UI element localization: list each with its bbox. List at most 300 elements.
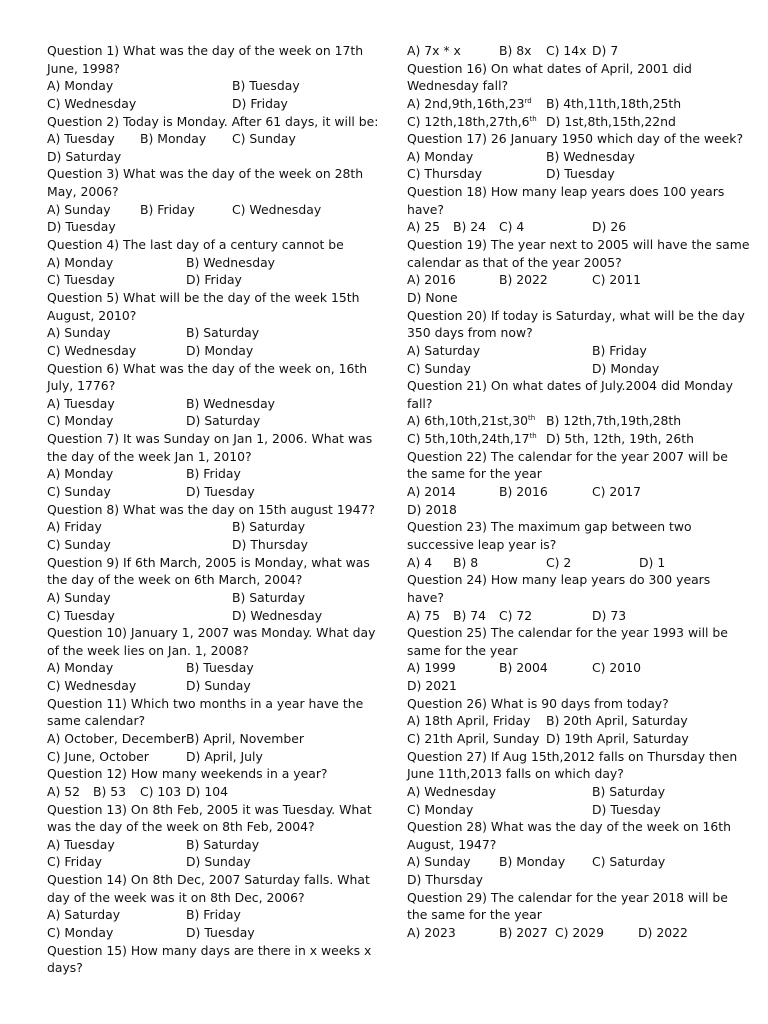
answer-option-text: A) Monday <box>47 660 114 676</box>
answer-option <box>407 271 456 289</box>
answer-option <box>407 148 473 166</box>
answer-option <box>592 483 641 501</box>
question-text: June, 1998? <box>47 60 120 76</box>
question-text: Question 28) What was the day of the week on 16th <box>407 819 732 835</box>
answer-option <box>499 483 548 501</box>
question-block <box>407 695 727 748</box>
question-block <box>407 448 727 519</box>
answer-option-text: A) 52 <box>47 783 81 799</box>
answer-option-text: B) 4th,11th,18th,25th <box>546 95 682 111</box>
question-text: Question 27) If Aug 15th,2012 falls on Thursday then <box>407 748 738 764</box>
answer-options-row <box>407 853 727 871</box>
answer-options-row <box>47 730 365 748</box>
answer-options-row <box>47 412 365 430</box>
answer-option-text: C) Wednesday <box>47 342 137 358</box>
answer-option-text: D) 2018 <box>407 501 457 517</box>
answer-option-text: B) Friday <box>592 342 647 358</box>
answer-option-text: A) Saturday <box>407 342 481 358</box>
answer-option-text: D) 19th April, Saturday <box>546 730 689 746</box>
answer-options-row <box>407 42 727 60</box>
answer-option-text: D) 2021 <box>407 678 457 694</box>
answer-option <box>47 924 113 942</box>
answer-option <box>592 342 647 360</box>
answer-option <box>407 783 496 801</box>
answer-options-row <box>407 360 727 378</box>
answer-options-row <box>407 677 727 695</box>
question-text: have? <box>407 589 444 605</box>
question-text: was the day of the week on 8th Feb, 2004? <box>47 819 315 835</box>
answer-option-text: B) Saturday <box>186 325 260 341</box>
question-text: Question 25) The calendar for the year 1993 will be <box>407 625 728 641</box>
answer-option <box>47 201 111 219</box>
answer-option-text: D) Wednesday <box>232 607 323 623</box>
question-text: Question 16) On what dates of April, 2001 did <box>407 60 692 76</box>
question-block <box>407 748 738 819</box>
answer-option <box>186 412 260 430</box>
answer-option-text: C) Sunday <box>232 131 296 147</box>
answer-options-row <box>407 554 727 572</box>
answer-option <box>639 554 665 572</box>
answer-option-text: A) Friday <box>47 519 102 535</box>
answer-option-text: B) Wednesday <box>186 395 276 411</box>
answer-options-row <box>407 289 727 307</box>
answer-option-text: B) Saturday <box>232 519 306 535</box>
answer-option-text: D) Saturday <box>47 148 122 164</box>
answer-option <box>47 659 113 677</box>
answer-options-row <box>47 924 365 942</box>
answer-option-text: C) Monday <box>407 801 474 817</box>
answer-option-text: C) Sunday <box>47 484 111 500</box>
answer-options-row <box>47 659 365 677</box>
answer-options-row <box>47 271 365 289</box>
answer-option <box>499 42 532 60</box>
answer-option <box>546 148 635 166</box>
answer-option <box>47 536 111 554</box>
answer-option-text: B) 20th April, Saturday <box>546 713 688 729</box>
answer-option-text: C) Wednesday <box>232 201 322 217</box>
answer-option-text: B) Tuesday <box>186 660 254 676</box>
question-text: Question 1) What was the day of the week on 17th <box>47 43 364 58</box>
answer-options-row <box>47 783 365 801</box>
answer-option-text: C) 2010 <box>592 660 641 676</box>
answer-option <box>47 77 113 95</box>
question-text: Question 15) How many days are there in x weeks x <box>47 942 372 958</box>
question-block <box>407 518 727 571</box>
answer-option-text: A) 18th April, Friday <box>407 713 531 729</box>
question-block <box>47 289 365 360</box>
answer-options-row <box>47 836 365 854</box>
answer-options-row <box>47 395 365 413</box>
answer-option-text: C) 2 <box>546 554 572 570</box>
answer-option <box>140 130 206 148</box>
answer-option <box>47 465 113 483</box>
answer-option <box>499 924 548 942</box>
answer-options-row <box>47 148 365 166</box>
answer-option <box>546 712 688 730</box>
question-block <box>407 236 750 307</box>
answer-option-text: C) Sunday <box>47 536 111 552</box>
question-text: Question 23) The maximum gap between two <box>407 519 692 535</box>
answer-option-text: A) 7x * x <box>407 43 461 58</box>
question-text: Question 12) How many weekends in a year? <box>47 766 328 782</box>
answer-options-row <box>407 113 727 131</box>
answer-option <box>186 730 304 748</box>
answer-option-text: D) 104 <box>186 783 228 799</box>
answer-option-text: B) Friday <box>186 907 241 923</box>
question-block <box>47 765 365 800</box>
answer-option-text: C) Sunday <box>407 360 471 376</box>
answer-option-text: C) 2029 <box>555 925 604 941</box>
question-text: have? <box>407 201 444 217</box>
answer-option <box>407 871 483 889</box>
question-text: Question 21) On what dates of July.2004 did Monday <box>407 378 733 394</box>
answer-option <box>232 95 288 113</box>
answer-option <box>407 342 480 360</box>
answer-option <box>186 342 253 360</box>
answer-option-text: A) 2016 <box>407 272 456 288</box>
question-text: Question 7) It was Sunday on Jan 1, 2006. What was <box>47 431 373 447</box>
question-block <box>47 871 370 942</box>
answer-option-text: A) 2023 <box>407 925 456 941</box>
question-text: Question 10) January 1, 2007 was Monday. What day <box>47 625 376 641</box>
question-text: Question 13) On 8th Feb, 2005 it was Tuesday. What <box>47 801 372 817</box>
answer-option-text: D) Tuesday <box>186 484 255 500</box>
question-text: 350 days from now? <box>407 325 533 341</box>
answer-option-text: D) Friday <box>232 95 288 111</box>
answer-option <box>47 254 113 272</box>
answer-option <box>47 607 115 625</box>
answer-option <box>47 836 115 854</box>
answer-option <box>186 465 241 483</box>
answer-option <box>407 95 532 113</box>
answer-option <box>499 271 548 289</box>
answer-option <box>140 783 181 801</box>
answer-option-text: C) 21th April, Sunday <box>407 730 540 746</box>
answer-option <box>407 289 458 307</box>
answer-options-row <box>407 659 727 677</box>
answer-option-text: D) Tuesday <box>186 925 255 941</box>
answer-option <box>47 518 102 536</box>
answer-options-row <box>407 801 727 819</box>
answer-option-text: C) 72 <box>499 607 533 623</box>
answer-option <box>407 607 440 625</box>
answer-option-text: C) Tuesday <box>47 607 115 623</box>
question-text: fall? <box>407 395 433 411</box>
answer-option <box>407 430 537 448</box>
answer-option-text: D) Tuesday <box>546 166 615 182</box>
answer-option <box>47 218 116 236</box>
answer-option-text: B) 74 <box>453 607 487 623</box>
question-text: Question 22) The calendar for the year 2007 will be <box>407 448 728 464</box>
answer-option-text: C) 2017 <box>592 484 641 500</box>
question-text: Question 29) The calendar for the year 2018 will be <box>407 889 728 905</box>
answer-option-text: A) Sunday <box>47 201 111 217</box>
question-text: the same for the year <box>407 466 542 482</box>
ordinal-superscript: th <box>527 414 536 423</box>
answer-option <box>407 801 473 819</box>
question-block <box>407 889 727 942</box>
answer-option <box>47 906 120 924</box>
answer-options-row <box>47 677 365 695</box>
answer-option-text: A) Tuesday <box>47 836 115 852</box>
answer-option <box>47 730 186 748</box>
answer-options-row <box>47 324 365 342</box>
answer-option-text: B) Wednesday <box>546 148 636 164</box>
answer-option-text: D) Tuesday <box>592 801 661 817</box>
question-text: the day of the week on 6th March, 2004? <box>47 572 303 588</box>
answer-option <box>407 659 456 677</box>
answer-option <box>47 677 136 695</box>
question-text: Wednesday fall? <box>407 78 509 94</box>
answer-option <box>407 924 456 942</box>
answer-option <box>47 748 149 766</box>
answer-options-row <box>47 483 365 501</box>
answer-options-row <box>407 730 727 748</box>
answer-options-row <box>47 589 365 607</box>
answer-option-text: A) Saturday <box>47 907 121 923</box>
answer-option <box>407 483 456 501</box>
question-text: Question 11) Which two months in a year have the <box>47 695 364 711</box>
answer-options-row <box>47 95 365 113</box>
answer-option-text: D) Sunday <box>186 678 251 694</box>
answer-option-text: B) 2022 <box>499 272 548 288</box>
answer-options-row <box>407 95 727 113</box>
answer-option-text: D) Saturday <box>186 413 261 429</box>
answer-option <box>140 201 195 219</box>
answer-option <box>186 783 228 801</box>
answer-option <box>499 607 532 625</box>
answer-option <box>407 677 457 695</box>
right-column <box>407 42 750 942</box>
answer-option <box>186 677 251 695</box>
question-text: Question 8) What was the day on 15th august 1947? <box>47 501 375 517</box>
answer-option <box>546 430 694 448</box>
question-text: Question 24) How many leap years do 300 years <box>407 572 711 588</box>
question-text: of the week lies on Jan. 1, 2008? <box>47 642 249 658</box>
answer-option <box>232 536 308 554</box>
answer-option-text: A) Tuesday <box>47 131 115 147</box>
answer-option <box>592 42 618 60</box>
answer-option <box>47 483 111 501</box>
answer-option-text: C) June, October <box>47 748 149 764</box>
answer-option-text: C) Saturday <box>592 854 666 870</box>
question-text: August, 2010? <box>47 307 137 323</box>
ordinal-superscript: rd <box>524 96 532 105</box>
question-text: Question 6) What was the day of the week on, 16th <box>47 360 368 376</box>
answer-option <box>407 501 457 519</box>
question-block <box>407 307 745 378</box>
answer-option <box>186 324 259 342</box>
answer-option-text: B) Monday <box>499 854 566 870</box>
answer-options-row <box>47 465 365 483</box>
answer-option <box>232 518 305 536</box>
answer-option-text: B) 2016 <box>499 484 548 500</box>
answer-option <box>47 783 80 801</box>
question-block <box>47 624 376 695</box>
question-block <box>407 60 727 131</box>
answer-option <box>186 853 251 871</box>
question-text: May, 2006? <box>47 184 119 200</box>
question-text: calendar as that of the year 2005? <box>407 254 622 270</box>
answer-options-row <box>407 501 727 519</box>
answer-options-row <box>407 783 727 801</box>
answer-option <box>186 483 255 501</box>
answer-option-text: C) Thursday <box>407 166 483 182</box>
question-block <box>407 818 732 889</box>
question-block <box>47 113 379 166</box>
answer-options-row <box>47 254 365 272</box>
answer-option-text: B) Tuesday <box>232 78 300 94</box>
answer-options-row <box>407 342 727 360</box>
answer-option <box>47 342 136 360</box>
question-text: Question 5) What will be the day of the week 15th <box>47 289 360 305</box>
question-block <box>47 554 370 625</box>
answer-option <box>592 360 659 378</box>
question-text: the same for the year <box>407 907 542 923</box>
answer-option-text: B) 24 <box>453 219 487 235</box>
answer-option <box>499 218 524 236</box>
question-block <box>407 42 727 60</box>
answer-option-text: A) 25 <box>407 219 441 235</box>
answer-option-text: B) 53 <box>93 783 127 799</box>
answer-options-row <box>47 130 365 148</box>
answer-option-text: C) Monday <box>47 413 114 429</box>
answer-option-text: C) 103 <box>140 783 182 799</box>
answer-option <box>93 783 126 801</box>
answer-option-text: B) Friday <box>140 201 195 217</box>
question-text: Question 4) The last day of a century cannot be <box>47 237 344 253</box>
question-block <box>407 624 727 695</box>
answer-options-row <box>47 906 365 924</box>
answer-option-text: C) Wednesday <box>47 95 137 111</box>
answer-option-text: D) Sunday <box>186 854 251 870</box>
answer-option-text: D) April, July <box>186 748 263 764</box>
answer-options-row <box>407 483 727 501</box>
answer-options-row <box>407 871 727 889</box>
ordinal-superscript: th <box>529 114 537 123</box>
answer-option <box>186 748 263 766</box>
answer-option-text: A) 1999 <box>407 660 456 676</box>
answer-options-row <box>407 430 727 448</box>
answer-option <box>232 589 305 607</box>
answer-option <box>186 254 275 272</box>
answer-options-row <box>47 748 365 766</box>
answer-option-text: C) 4 <box>499 219 525 235</box>
answer-option-text: A) October, December <box>47 730 186 746</box>
answer-option-text: A) Monday <box>47 78 114 94</box>
question-block <box>47 801 372 872</box>
question-text: Question 3) What was the day of the week on 28th <box>47 166 364 182</box>
question-block <box>407 183 727 236</box>
question-text: successive leap year is? <box>407 536 557 552</box>
answer-options-row <box>407 165 727 183</box>
answer-option <box>186 906 241 924</box>
answer-option <box>407 165 482 183</box>
answer-option-text: D) Tuesday <box>47 219 116 235</box>
question-text: Question 20) If today is Saturday, what will be the day <box>407 307 745 323</box>
answer-option <box>47 271 115 289</box>
answer-option-text: D) 2022 <box>638 925 688 941</box>
answer-options-row <box>407 712 727 730</box>
question-text: Question 9) If 6th March, 2005 is Monday, what was <box>47 554 370 570</box>
question-text: July, 1776? <box>47 378 116 394</box>
answer-option-text: D) 5th, 12th, 19th, 26th <box>546 431 694 447</box>
answer-option <box>546 412 681 430</box>
answer-option-text: B) 12th,7th,19th,28th <box>546 413 682 429</box>
answer-option-text: C) 12th,18th,27th,6 <box>407 113 530 129</box>
answer-option <box>592 607 626 625</box>
answer-option <box>407 42 461 60</box>
answer-option-text: D) Thursday <box>232 536 308 552</box>
answer-option <box>47 412 113 430</box>
answer-option-text: B) April, November <box>186 730 304 746</box>
answer-options-row <box>407 271 727 289</box>
answer-option <box>47 853 102 871</box>
answer-option-text: A) Sunday <box>47 589 111 605</box>
answer-option <box>232 607 322 625</box>
answer-option-text: D) 26 <box>592 219 627 235</box>
answer-options-row <box>407 412 727 430</box>
answer-option <box>407 712 530 730</box>
answer-option-text: A) 4 <box>407 554 433 570</box>
answer-option <box>232 77 300 95</box>
answer-option <box>407 412 535 430</box>
answer-option-text: D) 1st,8th,15th,22nd <box>546 113 676 129</box>
answer-option-text: D) 7 <box>592 43 619 58</box>
answer-options-row <box>47 607 365 625</box>
answer-option <box>592 801 661 819</box>
answer-options-row <box>47 853 365 871</box>
answer-option-text: C) Tuesday <box>47 272 115 288</box>
question-block <box>407 571 727 624</box>
answer-option-text: A) Monday <box>47 254 114 270</box>
answer-option <box>592 659 641 677</box>
answer-option <box>546 730 689 748</box>
answer-option-text: B) Saturday <box>592 783 666 799</box>
answer-option <box>407 218 440 236</box>
question-block <box>47 165 365 236</box>
answer-option-text: C) Wednesday <box>47 678 137 694</box>
answer-option-text: B) 8 <box>453 554 479 570</box>
answer-option-text: D) 1 <box>639 554 666 570</box>
answer-option-text: C) Monday <box>47 925 114 941</box>
answer-option <box>47 589 111 607</box>
answer-option-text: A) 6th,10th,21st,30 <box>407 413 528 429</box>
answer-option-text: B) Wednesday <box>186 254 276 270</box>
question-block <box>47 42 365 113</box>
question-text: days? <box>47 960 83 976</box>
answer-options-row <box>47 218 365 236</box>
answer-option-text: C) 5th,10th,24th,17 <box>407 431 530 447</box>
answer-option-text: C) 14x <box>546 43 587 58</box>
answer-option-text: A) Sunday <box>47 325 111 341</box>
answer-option-text: B) Friday <box>186 466 241 482</box>
answer-options-row <box>47 201 365 219</box>
answer-option <box>186 271 242 289</box>
answer-option <box>592 271 641 289</box>
answer-option-text: B) 2004 <box>499 660 548 676</box>
answer-option <box>546 42 587 60</box>
answer-option-text: D) None <box>407 289 458 305</box>
answer-option-text: B) Monday <box>140 131 207 147</box>
question-block <box>47 430 373 501</box>
answer-option <box>453 607 486 625</box>
answer-option <box>47 95 136 113</box>
answer-option-text: A) Monday <box>407 148 474 164</box>
answer-option <box>407 853 471 871</box>
answer-option <box>407 360 471 378</box>
answer-option <box>232 201 321 219</box>
